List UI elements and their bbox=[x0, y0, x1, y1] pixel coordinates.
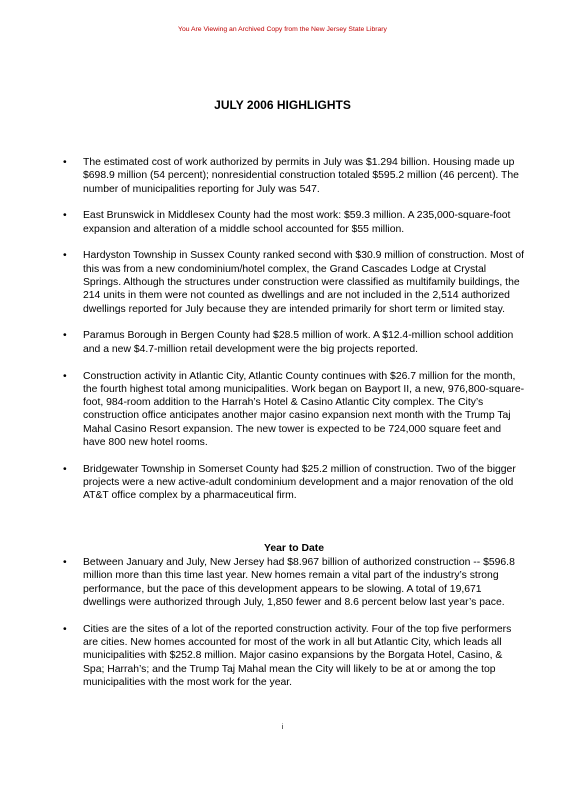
list-item-text: Hardyston Township in Sussex County ranked second with $30.9 million of construction. Most of this was from a new condominium/hotel complex, the Grand Cascades Lodge at Crystal Springs. Although the structures under construction were classified as multifamily buildings, the 214 units in them were not counted as dwellings and are not included in the 2,514 authorized dwellings reported for July because they are intended primarily for short term or limited stay. bbox=[83, 250, 525, 315]
page-title: JULY 2006 HIGHLIGHTS bbox=[214, 98, 351, 112]
bullet-icon: • bbox=[63, 557, 67, 568]
list-item bbox=[63, 249, 525, 315]
list-item bbox=[63, 209, 525, 236]
list-item-text: Between January and July, New Jersey had $8.967 billion of authorized construction -- $596.8 million more than this time last year. New homes remain a vital part of the industry’s strong performance, but the pace of this development appears to be slowing. A total of 19,671 dwellings were authorized through July, 1,850 fewer and 8.6 percent below last year’s pace. bbox=[83, 557, 515, 608]
list-item-text: East Brunswick in Middlesex County had the most work: $59.3 million. A 235,000-square-foot expansion and alteration of a middle school accounted for $55 million. bbox=[83, 210, 511, 235]
list-item bbox=[63, 463, 525, 503]
bullet-icon: • bbox=[63, 250, 67, 262]
section-heading-year-to-date: Year to Date bbox=[263, 543, 325, 554]
bullet-icon: • bbox=[63, 157, 67, 168]
list-item-text: Paramus Borough in Bergen County had $28.5 million of work. A $12.4-million school addition and a new $4.7-million retail development were the big projects reported. bbox=[83, 330, 514, 355]
bullet-icon: • bbox=[63, 210, 67, 222]
bullet-icon: • bbox=[63, 370, 67, 382]
list-item-text: Bridgewater Township in Somerset County had $25.2 million of construction. Two of the bigger projects were a new active-adult condominium development and a major renovation of the old AT&T office complex by a pharmaceutical firm. bbox=[83, 463, 516, 502]
highlights-list bbox=[63, 156, 525, 503]
bullet-icon: • bbox=[63, 623, 67, 635]
list-item bbox=[63, 329, 525, 356]
list-item-text: Construction activity in Atlantic City, Atlantic County continues with $26.7 million for the month, the fourth highest total among municipalities. Work began on Bayport II, a new, 976,800-square-foot, 984-room addition to the Harrah’s Hotel & Casino Atlantic City complex. The City’s construction office anticipates another major casino expansion next month with the Trump Taj Mahal Casino Resort expansion. The new tower is expected to be 724,000 square feet and have 800 new hotel rooms. bbox=[83, 370, 525, 449]
list-item-text: Cities are the sites of a lot of the reported construction activity. Four of the top five performers are cities. New homes accounted for most of the work in all but Atlantic City, which leads all municipalities with $252.8 million. Major casino expansions by the Borgata Hotel, Casino, & Spa; Harrah’s; and the Trump Taj Mahal mean the City will likely to be at or among the top municipalities with the most work for the year. bbox=[83, 623, 512, 688]
archive-banner: You Are Viewing an Archived Copy from the New Jersey State Library bbox=[178, 26, 387, 33]
list-item-text: The estimated cost of work authorized by permits in July was $1.294 billion. Housing made up $698.9 million (54 percent); nonresidential construction totaled $595.2 million (46 percent). The number of municipalities reporting for July was 547. bbox=[83, 157, 519, 195]
bullet-icon: • bbox=[63, 330, 67, 342]
page-number: i bbox=[281, 724, 284, 731]
list-item bbox=[63, 556, 525, 609]
year-to-date-list bbox=[63, 556, 525, 689]
bullet-icon: • bbox=[63, 463, 67, 475]
list-item bbox=[63, 370, 525, 450]
list-item bbox=[63, 623, 525, 689]
list-item bbox=[63, 156, 525, 196]
